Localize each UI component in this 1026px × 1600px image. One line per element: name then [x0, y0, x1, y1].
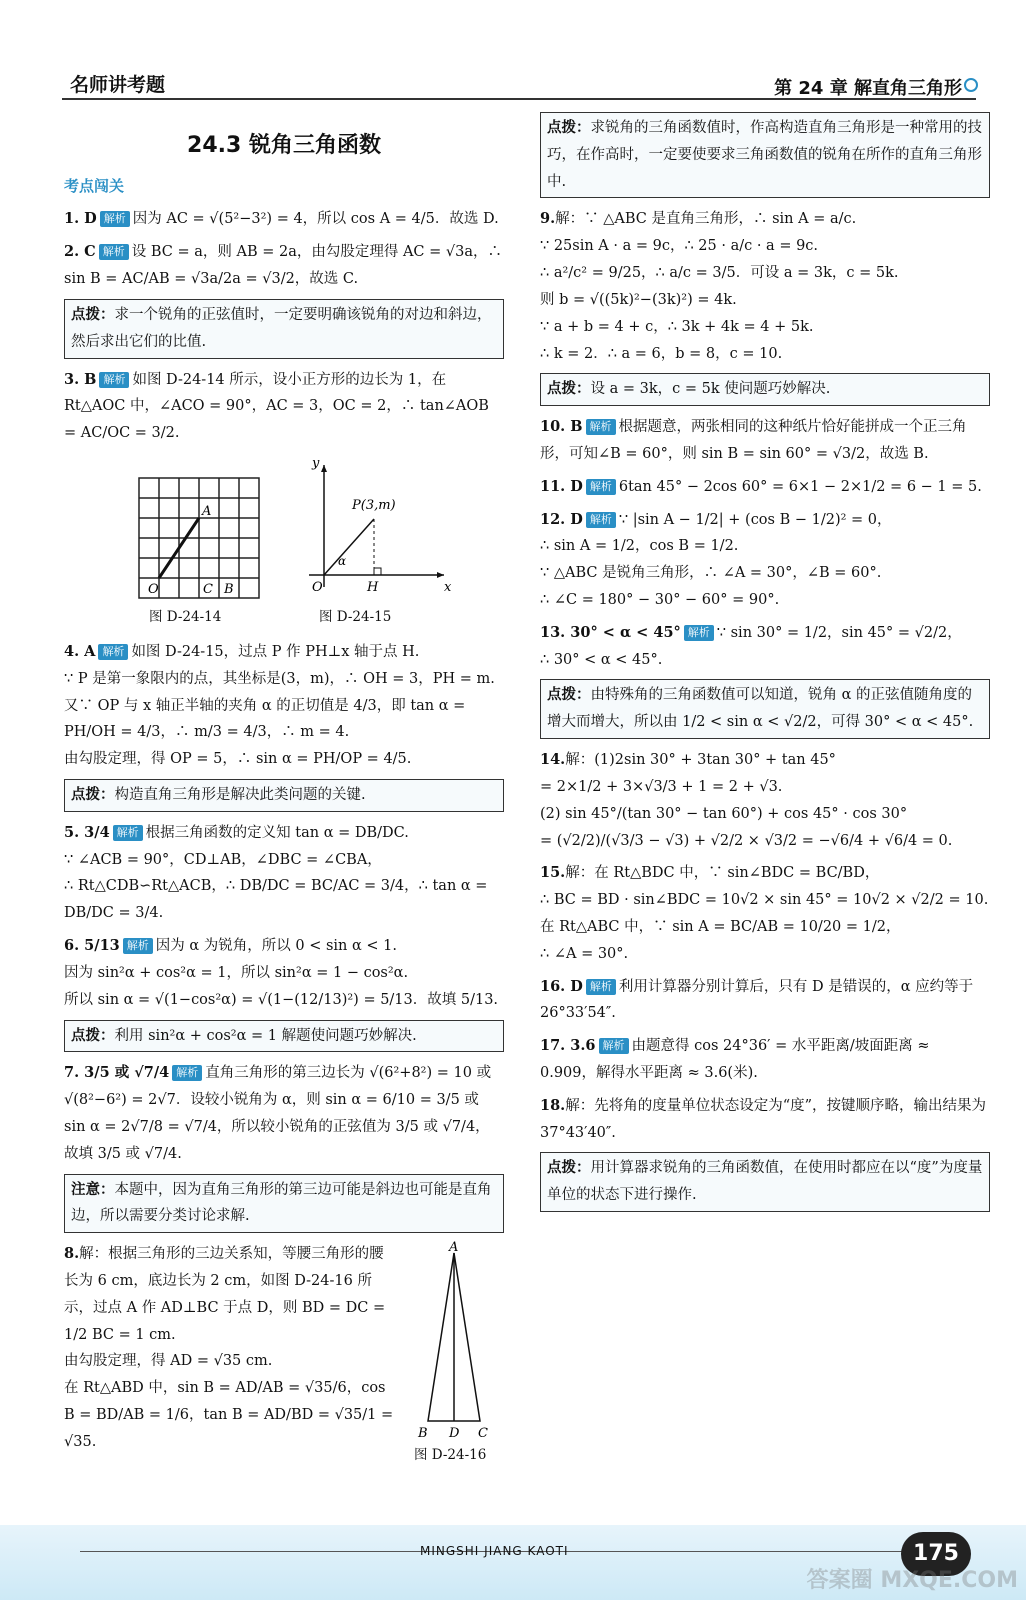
svg-text:A: A: [449, 1241, 459, 1256]
footer-brand: MINGSHI JIANG KAOTI: [420, 1544, 569, 1558]
analysis-tag: 解析: [586, 512, 616, 528]
right-column: [540, 108, 990, 1220]
tip-box: 点拨：由特殊角的三角函数值可以知道，锐角 α 的正弦值随角度的增大而增大，所以由 1/2 < sin α < √2/2，可得 30° < α < 45°.: [540, 679, 990, 739]
answer-4: 4. A 解析 如图 D-24-15，过点 P 作 PH⊥x 轴于点 H. ∵ P 是第一象限内的点，其坐标是(3，m)，∴ OH = 3，PH = m. 又∵ OP 与 x 轴正半轴的夹角 α 的正切值是 4/3，即 tan α = PH/OH = 4/3，∴ m/3 = 4/3，∴ m = 4. 由勾股定理，得 OP = 5，∴ sin α = PH/OP = 4/5.: [64, 642, 495, 768]
answer-13: 13. 30° < α < 45° 解析 ∵ sin 30° = 1/2，sin 45° = √2/2， ∴ 30° < α < 45°.: [540, 623, 962, 668]
header-rule: [62, 98, 976, 100]
subsection-title: 考点闯关: [64, 176, 125, 195]
section-title: 24.3 锐角三角函数: [187, 133, 381, 158]
answer-14: 14.解：(1)2sin 30° + 3tan 30° + tan 45° = 2×1/2 + 3×√3/3 + 1 = 2 + √3. (2) sin 45°/(tan 30° − tan 60°) + cos 45° · cos 30° = (√2/2)/(√3/3 − √3) + √2/2 × √3/2 = −√6/4 + √6/4 = 0.: [540, 751, 953, 849]
svg-text:C: C: [478, 1426, 488, 1442]
answer-5: 5. 3/4 解析 根据三角函数的定义知 tan α = DB/DC. ∵ ∠ACB = 90°，CD⊥AB，∠DBC = ∠CBA， ∴ Rt△CDB∽Rt△ACB，∴ DB/DC = BC/AC = 3/4，∴ tan α = DB/DC = 3/4.: [64, 823, 488, 922]
answer-16: 16. D 解析 利用计算器分别计算后，只有 D 是错误的，α 应约等于 26°33′54″.: [540, 977, 974, 1022]
svg-text:x: x: [444, 579, 452, 595]
analysis-tag: 解析: [684, 625, 714, 641]
tip-box: 点拨：用计算器求锐角的三角函数值，在使用时都应在以“度”为度量单位的状态下进行操作.: [540, 1152, 990, 1212]
answer-1: 1. D 解析 因为 AC = √(5²−3²) = 4，所以 cos A = 4/5．故选 D.: [64, 210, 499, 228]
svg-text:P(3,m): P(3,m): [352, 497, 396, 513]
svg-text:B: B: [418, 1426, 428, 1442]
answer-8: 8.解：根据三角形的三边关系知，等腰三角形的腰长为 6 cm，底边长为 2 cm，如图 D-24-16 所示，过点 A 作 AD⊥BC 于点 D，则 BD = DC = 1/2 BC = 1 cm. 由勾股定理，得 AD = √35 cm. 在 Rt△ABD 中，sin B = AD/AB = √35/6，cos B = BD/AB = 1/6，tan B = AD/BD = √35/1 = √35. A B D C 图 D-24-16: [64, 1241, 504, 1456]
analysis-tag: 解析: [99, 244, 129, 260]
figure-caption-14: 图 D-24-14: [149, 608, 222, 625]
answer-7: 7. 3/5 或 √7/4 解析 直角三角形的第三边长为 √(6²+8²) = 10 或 √(8²−6²) = 2√7．设较小锐角为 α，则 sin α = 6/10 = 3/5 或 sin α = 2√7/8 = √7/4，所以较小锐角的正弦值为 3/5 或 √7/4，故填 3/5 或 √7/4.: [64, 1064, 492, 1162]
page-number: 175: [901, 1532, 971, 1576]
triangle-figure-d-24-16: [414, 1241, 494, 1441]
analysis-tag: 解析: [586, 419, 616, 435]
answer-11: 11. D 解析 6tan 45° − 2cos 60° = 6×1 − 2×1/2 = 6 − 1 = 5.: [540, 477, 982, 495]
answer-18: 18.解：先将角的度量单位状态设定为“度”，按键顺序略，输出结果为 37°43′40″.: [540, 1096, 987, 1141]
analysis-tag: 解析: [123, 938, 153, 954]
header-chapter-title: 第 24 章 解直角三角形: [774, 78, 962, 99]
tip-box: 点拨：设 a = 3k，c = 5k 使问题巧妙解决.: [540, 373, 990, 406]
answer-9: 9.解：∵ △ABC 是直角三角形，∴ sin A = a/c. ∵ 25sin A · a = 9c，∴ 25 · a/c · a = 9c. ∴ a²/c² = 9/25，∴ a/c = 3/5．可设 a = 3k，c = 5k. 则 b = √((5k)²−(3k)²) = 4k. ∵ a + b = 4 + c，∴ 3k + 4k = 4 + 5k. ∴ k = 2．∴ a = 6，b = 8，c = 10.: [540, 210, 899, 362]
analysis-tag: 解析: [100, 211, 130, 227]
svg-text:C: C: [203, 581, 213, 597]
answer-6: 6. 5/13 解析 因为 α 为锐角，所以 0 < sin α < 1. 因为 sin²α + cos²α = 1，所以 sin²α = 1 − cos²α. 所以 sin α = √(1−cos²α) = √(1−(12/13)²) = 5/13．故填 5/13.: [64, 937, 499, 1008]
figure-caption-15: 图 D-24-15: [319, 608, 392, 625]
analysis-tag: 解析: [113, 825, 143, 841]
svg-text:A: A: [202, 503, 212, 519]
answer-3: 3. B 解析 如图 D-24-14 所示，设小正方形的边长为 1，在 Rt△AOC 中，∠ACO = 90°，AC = 3，OC = 2，∴ tan∠AOB = AC/OC = 3/2.: [64, 370, 489, 442]
analysis-tag: 解析: [99, 372, 129, 388]
svg-text:O: O: [148, 581, 159, 597]
tip-box: 点拨：利用 sin²α + cos²α = 1 解题使问题巧妙解决.: [64, 1020, 504, 1053]
coord-figure-d-24-15: [294, 457, 454, 597]
analysis-tag: 解析: [172, 1065, 202, 1081]
tip-box: 点拨：求锐角的三角函数值时，作高构造直角三角形是一种常用的技巧，在作高时，一定要使要求三角函数值的锐角在所作的直角三角形中.: [540, 112, 990, 198]
svg-text:D: D: [449, 1426, 460, 1442]
analysis-tag: 解析: [586, 979, 616, 995]
left-column: [64, 108, 504, 1462]
svg-text:H: H: [367, 579, 379, 595]
tip-box: 点拨：构造直角三角形是解决此类问题的关键.: [64, 779, 504, 812]
header-book-title: 名师讲考题: [70, 74, 166, 96]
figure-caption-16: 图 D-24-16: [414, 1447, 487, 1464]
answer-2: 2. C 解析 设 BC = a，则 AB = 2a，由勾股定理得 AC = √3a，∴ sin B = AC/AB = √3a/2a = √3/2，故选 C.: [64, 243, 503, 288]
grid-figure-d-24-14: [134, 473, 264, 603]
answer-10: 10. B 解析 根据题意，两张相同的这种纸片恰好能拼成一个正三角形，可知∠B = 60°，则 sin B = sin 60° = √3/2，故选 B.: [540, 418, 967, 462]
note-box: 注意：本题中，因为直角三角形的第三边可能是斜边也可能是直角边，所以需要分类讨论求解.: [64, 1174, 504, 1234]
svg-text:B: B: [224, 581, 234, 597]
analysis-tag: 解析: [599, 1038, 629, 1054]
svg-text:O: O: [312, 579, 323, 595]
tip-box: 点拨：求一个锐角的正弦值时，一定要明确该锐角的对边和斜边，然后求出它们的比值.: [64, 299, 504, 359]
watermark: 答案圈 MXQE.COM: [806, 1568, 1018, 1593]
svg-text:y: y: [312, 456, 320, 471]
analysis-tag: 解析: [586, 479, 616, 495]
answer-12: 12. D 解析 ∵ |sin A − 1/2| + (cos B − 1/2)² = 0， ∴ sin A = 1/2，cos B = 1/2. ∵ △ABC 是锐角三角形，∴ ∠A = 30°，∠B = 60°. ∴ ∠C = 180° − 30° − 60° = 90°.: [540, 510, 892, 608]
figures-14-15: [64, 453, 504, 633]
header-ring-icon: [964, 78, 978, 92]
answer-17: 17. 3.6 解析 由题意得 cos 24°36′ = 水平距离/坡面距离 ≈ 0.909，解得水平距离 ≈ 3.6(米).: [540, 1037, 930, 1081]
analysis-tag: 解析: [98, 644, 128, 660]
svg-text:α: α: [338, 553, 347, 568]
answer-15: 15.解：在 Rt△BDC 中，∵ sin∠BDC = BC/BD， ∴ BC = BD · sin∠BDC = 10√2 × sin 45° = 10√2 × √2/2 = 10. 在 Rt△ABC 中，∵ sin A = BC/AB = 10/20 = 1/2， ∴ ∠A = 30°.: [540, 864, 989, 962]
